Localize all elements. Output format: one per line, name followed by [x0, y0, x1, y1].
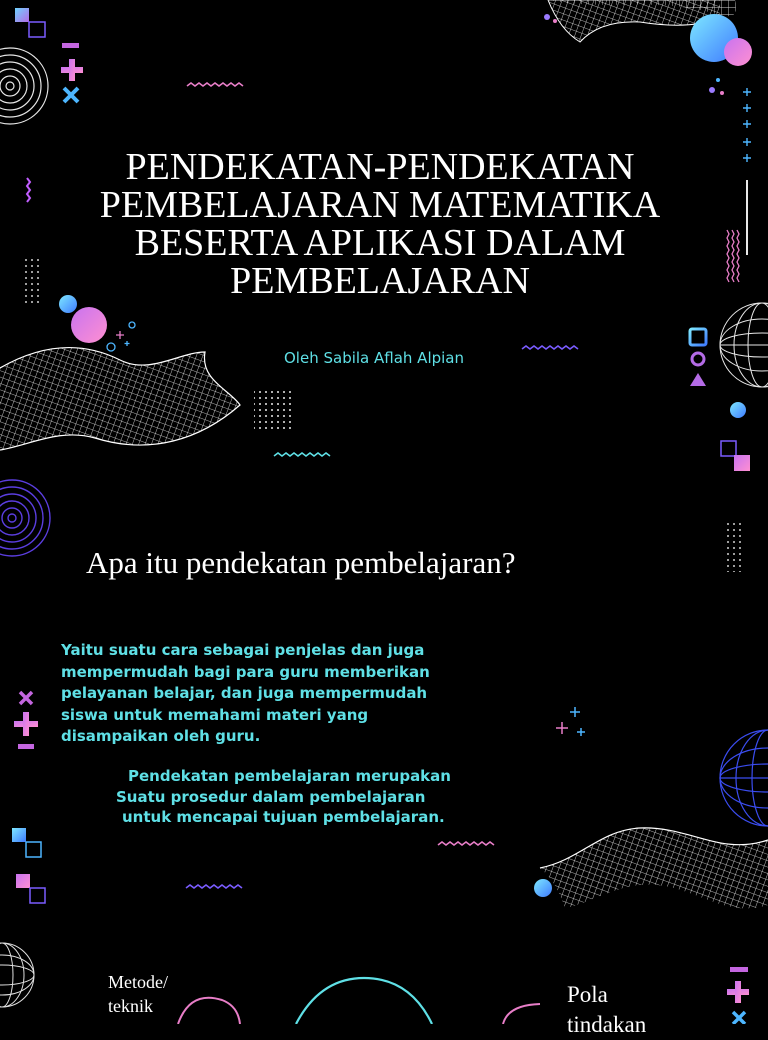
plus-cluster-center [556, 707, 585, 736]
page-title [40, 148, 720, 300]
concentric-circles-left [0, 480, 50, 556]
squares-icon-right [721, 441, 750, 471]
globe-right-top [720, 303, 768, 387]
title-line: PENDEKATAN-PENDEKATAN [125, 146, 635, 188]
author-byline: Oleh Sabila Aflah Alpian [284, 349, 464, 367]
section-question-heading: Apa itu pendekatan pembelajaran? [86, 545, 516, 580]
wavy-line-left [27, 178, 30, 202]
sphere-pink-top-right [724, 38, 752, 66]
definition-paragraph [61, 640, 430, 748]
mesh-wave-bottom-right [540, 828, 768, 908]
squares-icon-left-bottom [12, 828, 45, 903]
definition-line: pelayanan belajar, dan juga mempermudah [61, 684, 428, 702]
small-shapes-left [107, 322, 135, 351]
sphere-pink-left [71, 307, 107, 343]
dot-grid-left [22, 255, 40, 305]
concentric-circles-top-left [0, 48, 48, 124]
label-line: tindakan [567, 1012, 647, 1037]
plus-column-right [743, 88, 751, 162]
definition-line: disampaikan oleh guru. [61, 727, 261, 745]
zigzag-bottom-left [186, 885, 242, 888]
globe-bottom-left [0, 943, 34, 1007]
zigzag-bottom-right [438, 842, 494, 845]
zigzag-center-mid [274, 453, 330, 456]
diagram-label-right [567, 980, 646, 1040]
plus-minus-icon-left [14, 692, 38, 749]
title-line: PEMBELAJARAN MATEMATIKA [99, 184, 661, 226]
definition-line: siswa untuk memahami materi yang [61, 705, 369, 724]
squares-icon-top-left [15, 8, 45, 37]
dot-grid-center [254, 387, 294, 429]
definition-line: Yaitu suatu cara sebagai penjelas dan juga [61, 641, 425, 659]
label-line: Pola [567, 982, 608, 1007]
dot-grid-right [727, 520, 745, 572]
arc-pink-left [178, 998, 240, 1024]
diagram-label-left [108, 970, 168, 1018]
summary-paragraph [0, 766, 580, 828]
label-line: Metode/ [108, 972, 168, 992]
summary-line: untuk mencapai tujuan pembelajaran. [122, 808, 445, 826]
arc-cyan-center [296, 978, 432, 1024]
zigzag-top [187, 83, 243, 86]
arc-pink-right [503, 1004, 540, 1024]
sphere-blue-bottom [534, 879, 552, 897]
plus-minus-icon-bottom-right [727, 967, 749, 1024]
plus-minus-icon-top [61, 43, 83, 102]
globe-right-mid [720, 730, 768, 826]
summary-line: Pendekatan pembelajaran merupakan [128, 767, 451, 785]
definition-line: mempermudah bagi para guru memberikan [61, 662, 430, 681]
wavy-lines-right [727, 230, 739, 282]
title-line: BESERTA APLIKASI DALAM [134, 222, 626, 264]
label-line: teknik [108, 996, 153, 1016]
summary-line: Suatu prosedur dalam pembelajaran [116, 787, 426, 806]
title-line: PEMBELAJARAN [230, 260, 530, 302]
sphere-blue-right [730, 402, 746, 418]
